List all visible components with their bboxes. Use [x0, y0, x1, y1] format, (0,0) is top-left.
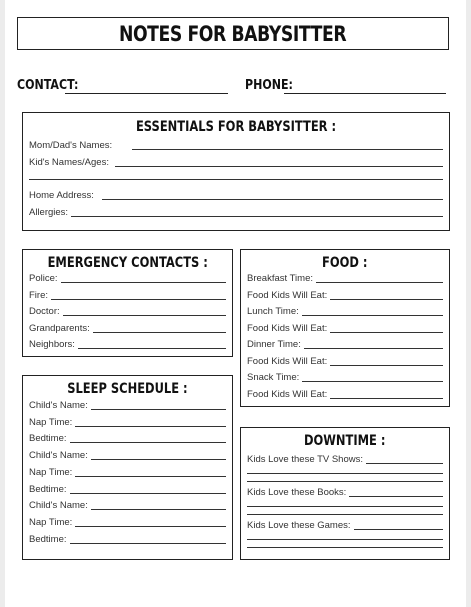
food-row[interactable] — [247, 387, 443, 401]
food-title: FOOD : — [322, 255, 368, 271]
essentials-label: Mom/Dad's Names: — [29, 140, 113, 151]
sleep-label: Nap Time: — [29, 467, 73, 478]
sleep-box — [22, 375, 233, 560]
phone-field[interactable] — [284, 93, 446, 94]
sleep-line[interactable] — [91, 409, 226, 410]
page-edge-left — [0, 0, 5, 607]
essentials-row-parents[interactable] — [29, 138, 443, 152]
sleep-label: Bedtime: — [29, 484, 67, 495]
food-row[interactable] — [247, 304, 443, 318]
downtime-extra-line[interactable] — [247, 514, 443, 515]
sleep-row[interactable] — [29, 482, 226, 496]
downtime-row[interactable] — [247, 485, 443, 499]
page-title: NOTES FOR BABYSITTER — [119, 21, 347, 46]
downtime-extra-line[interactable] — [247, 506, 443, 507]
downtime-title: DOWNTIME : — [304, 433, 386, 449]
sleep-label: Child's Name: — [29, 400, 88, 411]
downtime-extra-line[interactable] — [247, 473, 443, 474]
food-label: Food Kids Will Eat: — [247, 356, 328, 367]
sleep-label: Bedtime: — [29, 534, 67, 545]
emergency-row[interactable] — [29, 271, 226, 285]
downtime-label: Kids Love these Games: — [247, 520, 351, 531]
food-line[interactable] — [316, 282, 443, 283]
essentials-label: Home Address: — [29, 190, 94, 201]
title-box — [17, 17, 449, 50]
emergency-line[interactable] — [61, 282, 226, 283]
sleep-row[interactable] — [29, 532, 226, 546]
food-row[interactable] — [247, 354, 443, 368]
downtime-line[interactable] — [366, 463, 443, 464]
emergency-label: Grandparents: — [29, 323, 90, 334]
essentials-title: ESSENTIALS FOR BABYSITTER : — [135, 119, 337, 135]
essentials-line[interactable] — [71, 216, 443, 217]
essentials-row-allergies[interactable] — [29, 205, 443, 219]
sleep-line[interactable] — [70, 493, 227, 494]
downtime-extra-line[interactable] — [247, 539, 443, 540]
sleep-row[interactable] — [29, 498, 226, 512]
essentials-line[interactable] — [115, 166, 443, 167]
emergency-label: Fire: — [29, 290, 48, 301]
food-line[interactable] — [330, 398, 443, 399]
food-label: Lunch Time: — [247, 306, 299, 317]
food-line[interactable] — [330, 299, 443, 300]
food-label: Snack Time: — [247, 372, 300, 383]
downtime-line[interactable] — [349, 496, 443, 497]
sleep-row[interactable] — [29, 415, 226, 429]
essentials-label: Kid's Names/Ages: — [29, 157, 109, 168]
food-line[interactable] — [302, 315, 443, 316]
essentials-box — [22, 112, 450, 231]
essentials-row-kids[interactable] — [29, 155, 443, 169]
page-edge-right — [466, 0, 471, 607]
emergency-row[interactable] — [29, 288, 226, 302]
sleep-label: Child's Name: — [29, 500, 88, 511]
downtime-row[interactable] — [247, 518, 443, 532]
essentials-row-address[interactable] — [29, 188, 443, 202]
emergency-row[interactable] — [29, 304, 226, 318]
emergency-line[interactable] — [63, 315, 226, 316]
food-line[interactable] — [302, 381, 443, 382]
phone-label: PHONE: — [245, 78, 293, 93]
food-row[interactable] — [247, 370, 443, 384]
downtime-line[interactable] — [354, 529, 444, 530]
sleep-line[interactable] — [91, 509, 226, 510]
contact-row — [17, 78, 449, 96]
essentials-label: Allergies: — [29, 207, 69, 218]
downtime-label: Kids Love these TV Shows: — [247, 454, 363, 465]
sleep-title: SLEEP SCHEDULE : — [67, 381, 188, 397]
sleep-label: Child's Name: — [29, 450, 88, 461]
food-row[interactable] — [247, 337, 443, 351]
food-row[interactable] — [247, 288, 443, 302]
essentials-line[interactable] — [102, 199, 443, 200]
food-line[interactable] — [304, 348, 443, 349]
emergency-line[interactable] — [51, 299, 226, 300]
emergency-box — [22, 249, 233, 357]
sleep-line[interactable] — [75, 476, 226, 477]
sleep-row[interactable] — [29, 465, 226, 479]
sleep-line[interactable] — [75, 426, 226, 427]
downtime-extra-line[interactable] — [247, 547, 443, 548]
food-box — [240, 249, 450, 407]
emergency-line[interactable] — [78, 348, 226, 349]
food-label: Food Kids Will Eat: — [247, 290, 328, 301]
downtime-row[interactable] — [247, 452, 443, 466]
sleep-line[interactable] — [75, 526, 226, 527]
sleep-row[interactable] — [29, 431, 226, 445]
essentials-extra-line[interactable] — [29, 179, 443, 180]
emergency-label: Neighbors: — [29, 339, 75, 350]
downtime-label: Kids Love these Books: — [247, 487, 347, 498]
downtime-box — [240, 427, 450, 560]
food-label: Food Kids Will Eat: — [247, 323, 328, 334]
food-row[interactable] — [247, 321, 443, 335]
sleep-line[interactable] — [91, 459, 226, 460]
food-line[interactable] — [330, 332, 443, 333]
food-label: Dinner Time: — [247, 339, 301, 350]
sleep-label: Bedtime: — [29, 433, 67, 444]
emergency-title: EMERGENCY CONTACTS : — [47, 255, 208, 271]
essentials-line[interactable] — [132, 149, 443, 150]
sleep-line[interactable] — [70, 543, 227, 544]
emergency-label: Police: — [29, 273, 58, 284]
downtime-extra-line[interactable] — [247, 481, 443, 482]
sleep-line[interactable] — [70, 442, 227, 443]
sleep-label: Nap Time: — [29, 417, 73, 428]
emergency-row[interactable] — [29, 337, 226, 351]
sleep-row[interactable] — [29, 515, 226, 529]
sleep-row[interactable] — [29, 398, 226, 412]
sleep-label: Nap Time: — [29, 517, 73, 528]
food-label: Breakfast Time: — [247, 273, 313, 284]
sleep-row[interactable] — [29, 448, 226, 462]
contact-field[interactable] — [65, 93, 228, 94]
emergency-label: Doctor: — [29, 306, 60, 317]
contact-label: CONTACT: — [17, 78, 79, 93]
food-row[interactable] — [247, 271, 443, 285]
emergency-line[interactable] — [93, 332, 226, 333]
emergency-row[interactable] — [29, 321, 226, 335]
food-label: Food Kids Will Eat: — [247, 389, 328, 400]
food-line[interactable] — [330, 365, 443, 366]
